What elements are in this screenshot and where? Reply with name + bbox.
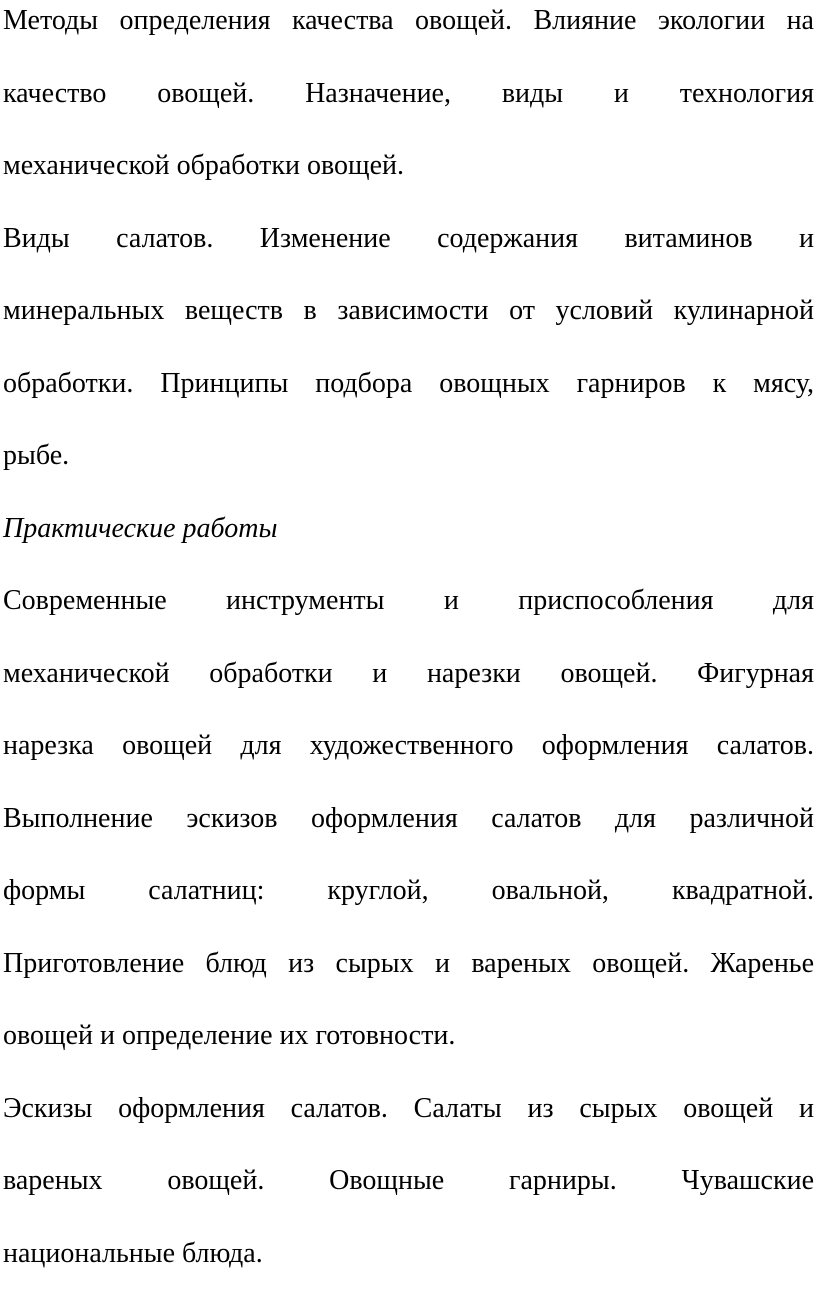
section-heading-practical-works: [3, 493, 814, 566]
text-line: рыбе.: [3, 440, 70, 471]
text-line: обработки. Принципы подбора овощных гарниров к мясу,: [3, 367, 814, 399]
text-line: Эскизы оформления салатов. Салаты из сырых овощей и: [3, 1092, 814, 1124]
heading-text: Практические работы: [3, 512, 278, 544]
paragraph-vegetable-quality: [3, 0, 814, 203]
text-line: национальные блюда.: [3, 1237, 263, 1269]
paragraph-salad-sketches: [3, 1073, 814, 1291]
paragraph-cutting-tools: [3, 565, 814, 1073]
text-line: Выполнение эскизов оформления салатов для различной: [3, 802, 814, 834]
text-line: механической обработки и нарезки овощей. Фигурная: [3, 657, 814, 689]
text-line: качество овощей. Назначение, виды и технология: [3, 77, 814, 109]
text-line: Современные инструменты и приспособления для: [3, 585, 814, 616]
paragraph-salad-types: [3, 203, 814, 493]
text-line: минеральных веществ в зависимости от условий кулинарной: [3, 295, 814, 326]
text-line: Приготовление блюд из сырых и вареных овощей. Жаренье: [3, 947, 814, 979]
text-line: Виды салатов. Изменение содержания витаминов и: [3, 222, 814, 254]
text-line: механической обработки овощей.: [3, 150, 404, 181]
text-line: вареных овощей. Овощные гарниры. Чувашские: [3, 1165, 814, 1196]
text-line: овощей и определение их готовности.: [3, 1020, 456, 1051]
text-line: Методы определения качества овощей. Влияние экологии на: [3, 5, 814, 36]
text-line: формы салатниц: круглой, овальной, квадратной.: [3, 875, 814, 906]
text-line: нарезка овощей для художественного оформления салатов.: [3, 730, 814, 761]
